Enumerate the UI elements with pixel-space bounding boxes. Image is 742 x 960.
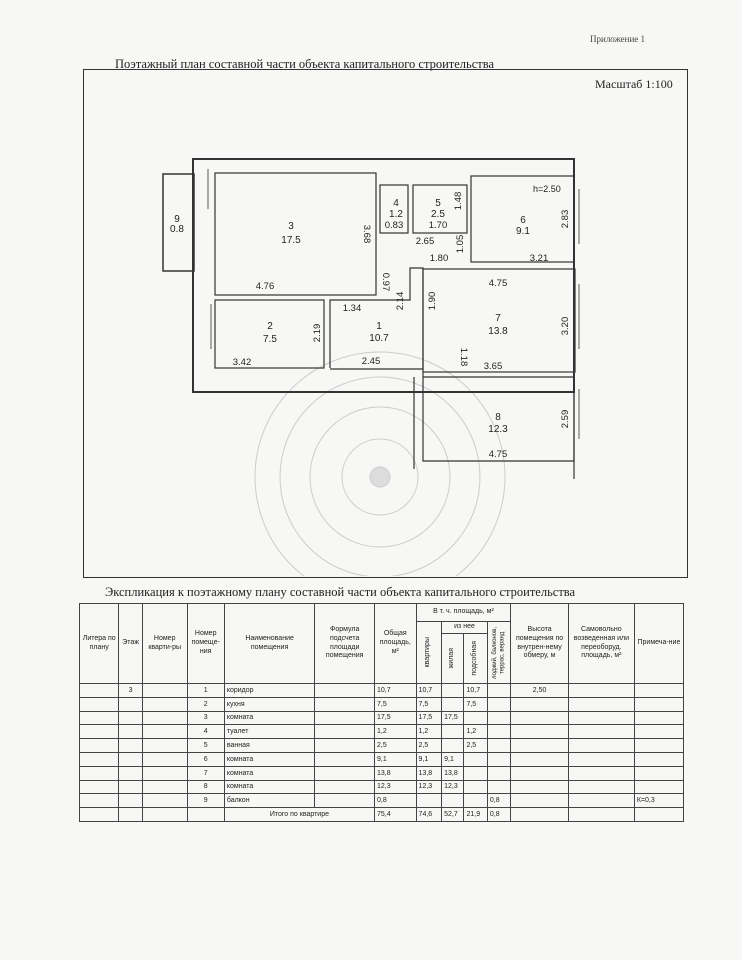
room-7-num: 7 <box>495 313 501 324</box>
explication-table <box>79 603 684 822</box>
cell-apt <box>142 697 187 711</box>
cell-formula <box>315 766 375 780</box>
cell-apt <box>142 780 187 794</box>
cell-formula <box>315 794 375 808</box>
cell-height <box>511 697 569 711</box>
dim-label: 3.42 <box>232 357 252 368</box>
table-row <box>80 794 684 808</box>
cell-unauth <box>568 794 634 808</box>
cell-litera <box>80 794 119 808</box>
cell-formula <box>315 780 375 794</box>
cell-apt-area: 13,8 <box>416 766 442 780</box>
cell-litera <box>80 725 119 739</box>
cell-balcony <box>487 684 510 698</box>
cell-litera <box>80 711 119 725</box>
header-living: жилая <box>448 648 456 669</box>
cell-formula <box>315 739 375 753</box>
cell-unauth <box>568 766 634 780</box>
cell-apt <box>142 725 187 739</box>
dim-label: 1.18 <box>458 347 469 367</box>
cell-apt <box>142 794 187 808</box>
cell-living: 17,5 <box>442 711 464 725</box>
header-height: Высота помещения по внутрен-нему обмеру, м <box>511 604 569 684</box>
cell-floor <box>119 766 142 780</box>
cell-name: кухня <box>224 697 315 711</box>
cell-balcony <box>487 780 510 794</box>
cell-formula <box>315 711 375 725</box>
cell-living <box>442 794 464 808</box>
cell-formula <box>315 725 375 739</box>
cell-balcony <box>487 711 510 725</box>
cell-apt-area: 7,5 <box>416 697 442 711</box>
cell-aux: 2,5 <box>464 739 487 753</box>
totals-label: Итого по квартире <box>224 808 374 822</box>
header-unauth: Самовольно возведенная или переоборуд. площадь, м² <box>568 604 634 684</box>
cell-note <box>634 684 683 698</box>
cell-floor <box>119 725 142 739</box>
room-1-num: 1 <box>376 321 382 332</box>
cell-aux: 1,2 <box>464 725 487 739</box>
cell-note <box>634 752 683 766</box>
cell-floor <box>119 711 142 725</box>
dim-label: 1.05 <box>455 234 466 254</box>
cell-unauth <box>568 725 634 739</box>
plan-title: Поэтажный план составной части объекта капитального строительства <box>115 57 495 71</box>
room-7-area: 13.8 <box>488 326 508 337</box>
cell-litera <box>80 697 119 711</box>
cell-total: 9,1 <box>375 752 417 766</box>
cell-floor <box>119 752 142 766</box>
room-3-outline <box>215 173 376 295</box>
cell-total: 12,3 <box>375 780 417 794</box>
cell-balcony: 0,8 <box>487 794 510 808</box>
cell-floor: 3 <box>119 684 142 698</box>
cell-floor <box>119 794 142 808</box>
dim-label: 2.59 <box>560 409 571 429</box>
room-1-area: 10.7 <box>369 333 389 344</box>
totals-total: 75,4 <box>375 808 417 822</box>
cell-litera <box>80 766 119 780</box>
cell-note <box>634 697 683 711</box>
cell-name: туалет <box>224 725 315 739</box>
room-2-num: 2 <box>267 321 273 332</box>
stamp-seal <box>255 352 505 576</box>
table-row <box>80 697 684 711</box>
cell-living <box>442 739 464 753</box>
cell-balcony <box>487 739 510 753</box>
dim-label: 2.65 <box>415 236 435 247</box>
cell-unauth <box>568 780 634 794</box>
cell-apt-area: 17,5 <box>416 711 442 725</box>
cell-name: балкон <box>224 794 315 808</box>
table-row <box>80 711 684 725</box>
dim-label: 1.70 <box>428 220 448 231</box>
totals-aux: 21,9 <box>464 808 487 822</box>
cell-litera <box>80 780 119 794</box>
cell-height <box>511 739 569 753</box>
header-balcony: лоджий, балконов, террас, веранд <box>491 626 506 679</box>
cell-room: 4 <box>187 725 224 739</box>
header-of-which: из нее <box>442 622 488 634</box>
dim-label: 2.83 <box>560 209 571 229</box>
table-row <box>80 739 684 753</box>
cell-room: 7 <box>187 766 224 780</box>
cell-total: 1,2 <box>375 725 417 739</box>
cell-apt-area: 9,1 <box>416 752 442 766</box>
explication-title: Экспликация к поэтажному плану составной части объекта капитального строительства <box>105 585 576 599</box>
cell-unauth <box>568 711 634 725</box>
dim-label: 1.90 <box>427 291 438 311</box>
room-6-num: 6 <box>520 215 526 226</box>
header-note: Примеча-ние <box>634 604 683 684</box>
cell-room: 8 <box>187 780 224 794</box>
totals-balcony: 0,8 <box>487 808 510 822</box>
cell-note <box>634 711 683 725</box>
room-4-num: 4 <box>393 198 399 209</box>
cell-apt <box>142 711 187 725</box>
dim-label: 1.34 <box>342 303 362 314</box>
cell-name: комната <box>224 780 315 794</box>
cell-name: комната <box>224 752 315 766</box>
dim-label: 0.83 <box>384 220 404 231</box>
dim-label: 3.21 <box>529 253 549 264</box>
totals-apt: 74,6 <box>416 808 442 822</box>
cell-apt-area: 12,3 <box>416 780 442 794</box>
cell-aux <box>464 766 487 780</box>
cell-apt <box>142 684 187 698</box>
cell-formula <box>315 684 375 698</box>
cell-litera <box>80 684 119 698</box>
cell-floor <box>119 739 142 753</box>
cell-height <box>511 725 569 739</box>
header-formula: Формула подсчета площади помещения <box>315 604 375 684</box>
table-row <box>80 752 684 766</box>
room-3-num: 3 <box>288 221 294 232</box>
cell-formula <box>315 752 375 766</box>
cell-room: 1 <box>187 684 224 698</box>
cell-living: 12,3 <box>442 780 464 794</box>
cell-aux <box>464 711 487 725</box>
table-row <box>80 766 684 780</box>
header-incl: В т. ч. площадь, м² <box>416 604 511 622</box>
dim-label: 0.97 <box>380 272 391 292</box>
cell-aux <box>464 752 487 766</box>
cell-balcony <box>487 752 510 766</box>
header-aux: подсобная <box>471 641 479 676</box>
totals-row <box>80 808 684 822</box>
cell-total: 0,8 <box>375 794 417 808</box>
cell-note <box>634 725 683 739</box>
header-room: Номер помеще-ния <box>187 604 224 684</box>
cell-room: 2 <box>187 697 224 711</box>
cell-name: ванная <box>224 739 315 753</box>
cell-aux: 10,7 <box>464 684 487 698</box>
cell-floor <box>119 697 142 711</box>
cell-height: 2,50 <box>511 684 569 698</box>
room-4-area: 1.2 <box>389 209 403 220</box>
cell-note: К=0,3 <box>634 794 683 808</box>
table-row <box>80 684 684 698</box>
cell-apt-area <box>416 794 442 808</box>
cell-litera <box>80 752 119 766</box>
room-5-num: 5 <box>435 198 441 209</box>
cell-total: 10,7 <box>375 684 417 698</box>
cell-room: 3 <box>187 711 224 725</box>
scale-label: Масштаб 1:100 <box>595 77 673 91</box>
cell-aux <box>464 794 487 808</box>
cell-living: 9,1 <box>442 752 464 766</box>
cell-apt <box>142 739 187 753</box>
cell-aux <box>464 780 487 794</box>
table-row <box>80 780 684 794</box>
cell-name: коридор <box>224 684 315 698</box>
room-8-num: 8 <box>495 412 501 423</box>
cell-apt <box>142 752 187 766</box>
cell-room: 9 <box>187 794 224 808</box>
totals-living: 52,7 <box>442 808 464 822</box>
dim-label: 3.68 <box>361 224 372 244</box>
dim-label: 2.45 <box>361 356 381 367</box>
cell-living: 13,8 <box>442 766 464 780</box>
cell-height <box>511 711 569 725</box>
cell-living <box>442 725 464 739</box>
cell-floor <box>119 780 142 794</box>
cell-name: комната <box>224 711 315 725</box>
cell-balcony <box>487 697 510 711</box>
cell-balcony <box>487 766 510 780</box>
cell-total: 13,8 <box>375 766 417 780</box>
cell-balcony <box>487 725 510 739</box>
cell-name: комната <box>224 766 315 780</box>
appendix-label: Приложение 1 <box>590 34 646 44</box>
cell-formula <box>315 697 375 711</box>
dim-label: 4.75 <box>488 278 508 289</box>
height-label: h=2.50 <box>533 184 561 194</box>
cell-height <box>511 780 569 794</box>
cell-room: 6 <box>187 752 224 766</box>
table-row <box>80 725 684 739</box>
dim-label: 4.75 <box>488 449 508 460</box>
room-8-area: 12.3 <box>488 424 508 435</box>
room-2-area: 7.5 <box>263 334 277 345</box>
room-9-area: 0.8 <box>170 224 184 235</box>
cell-room: 5 <box>187 739 224 753</box>
dim-label: 2.14 <box>395 291 406 311</box>
cell-living <box>442 684 464 698</box>
cell-apt-area: 1,2 <box>416 725 442 739</box>
dim-label: 1.48 <box>453 191 464 211</box>
cell-note <box>634 780 683 794</box>
cell-total: 2,5 <box>375 739 417 753</box>
cell-apt <box>142 766 187 780</box>
header-apt-area: квартиры <box>424 637 432 668</box>
floor-plan <box>83 69 686 576</box>
cell-total: 7,5 <box>375 697 417 711</box>
cell-note <box>634 766 683 780</box>
cell-height <box>511 752 569 766</box>
cell-apt-area: 2,5 <box>416 739 442 753</box>
cell-height <box>511 766 569 780</box>
cell-unauth <box>568 739 634 753</box>
cell-aux: 7,5 <box>464 697 487 711</box>
cell-total: 17,5 <box>375 711 417 725</box>
room-3-area: 17.5 <box>281 235 301 246</box>
room-9-num: 9 <box>174 214 180 225</box>
cell-unauth <box>568 697 634 711</box>
cell-note <box>634 739 683 753</box>
header-floor: Этаж <box>119 604 142 684</box>
dim-label: 1.80 <box>429 253 449 264</box>
room-6-area: 9.1 <box>516 226 530 237</box>
room-5-area: 2.5 <box>431 209 445 220</box>
cell-height <box>511 794 569 808</box>
cell-unauth <box>568 684 634 698</box>
header-apt: Номер кварти-ры <box>142 604 187 684</box>
header-total: Общая площадь, м² <box>375 604 417 684</box>
cell-living <box>442 697 464 711</box>
cell-apt-area: 10,7 <box>416 684 442 698</box>
header-litera: Литера по плану <box>80 604 119 684</box>
dim-label: 4.76 <box>255 281 275 292</box>
header-name: Наименование помещения <box>224 604 315 684</box>
cell-unauth <box>568 752 634 766</box>
cell-litera <box>80 739 119 753</box>
dim-label: 3.20 <box>560 316 571 336</box>
dim-label: 3.65 <box>483 361 503 372</box>
dim-label: 2.19 <box>312 323 323 343</box>
